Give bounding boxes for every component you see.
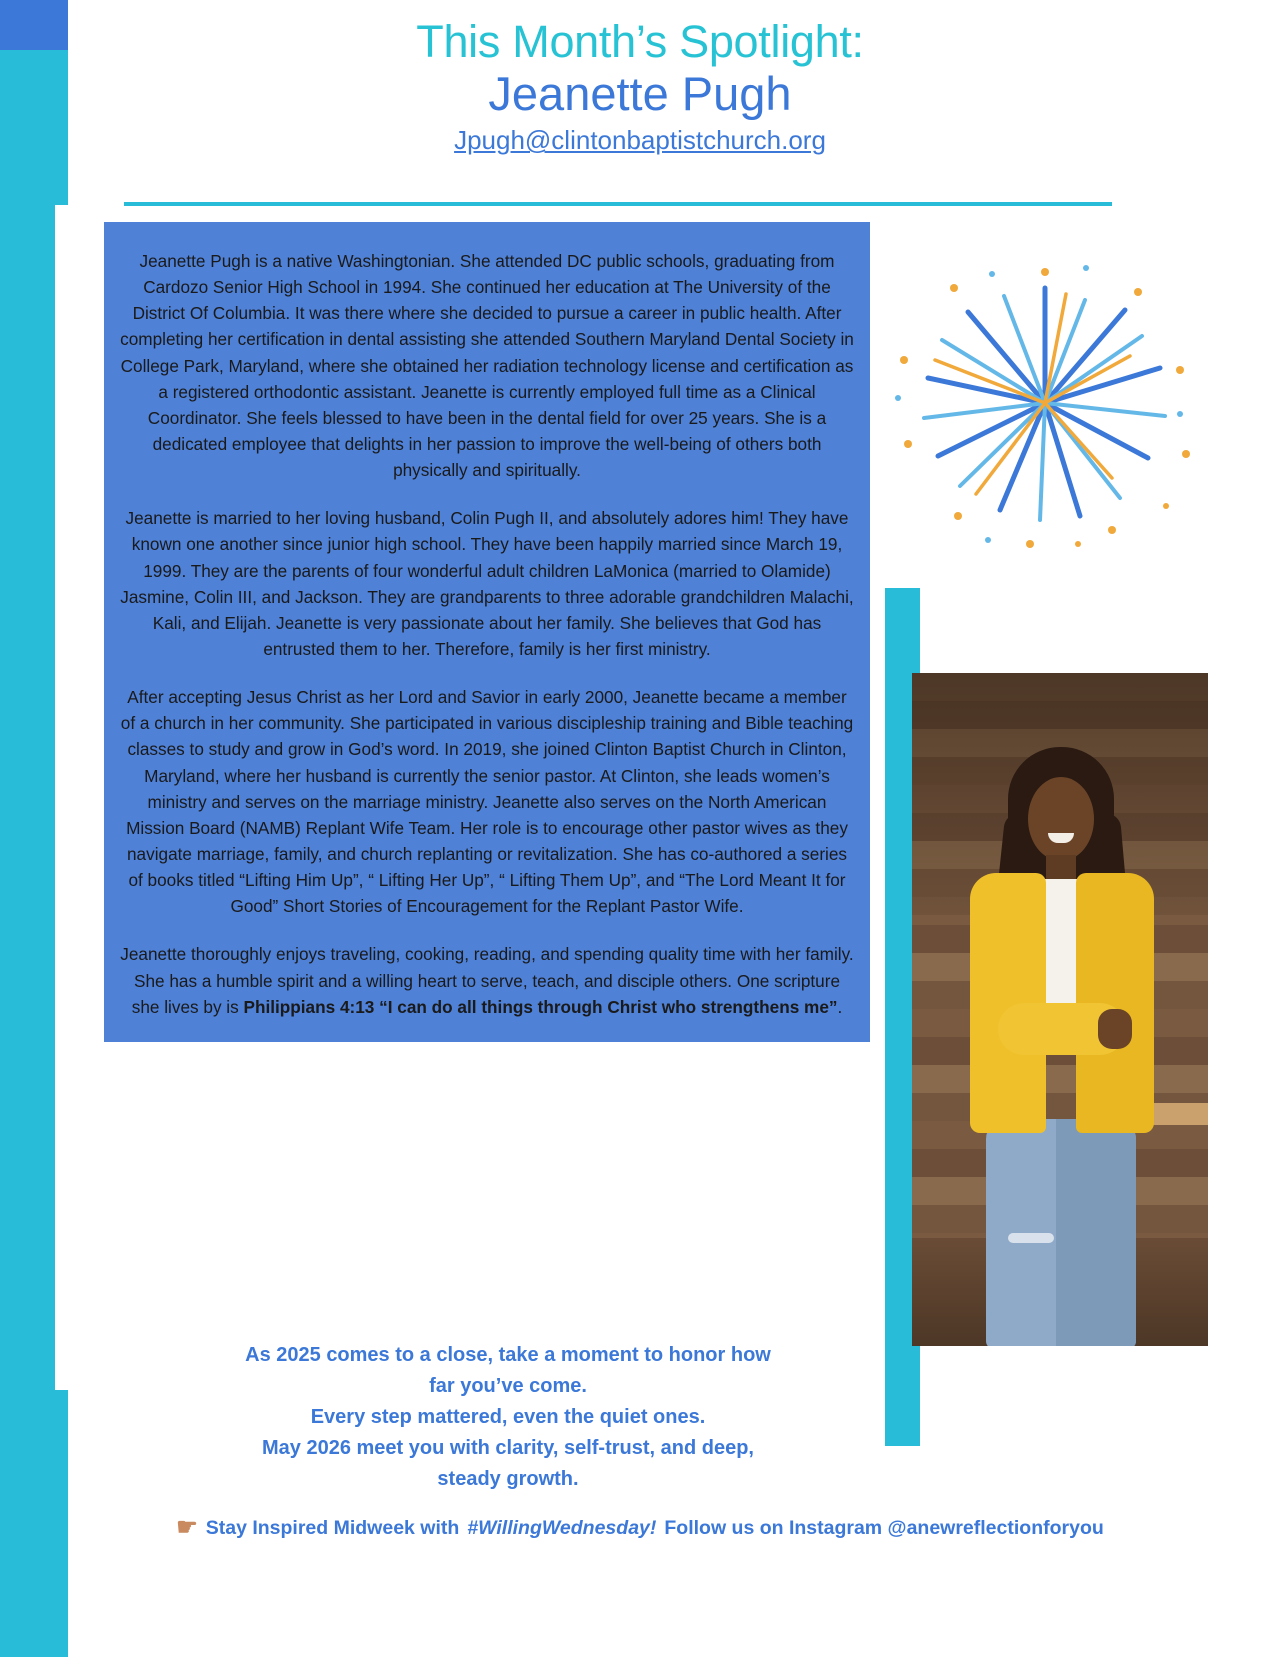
bio-paragraph-1: Jeanette Pugh is a native Washingtonian. She attended DC public schools, graduating from Cardozo Senior High School in 1994. She continued her education at The University of the District Of Columbia. It was there where she decided to pursue a career in public health. After completing her certification in dental assisting she attended Southern Maryland Dental Society in College Park, Maryland, where she obtained her radiation technology license and certification as a registered orthodontic assistant. Jeanette is currently employed full time as a Clinical Coordinator. She feels blessed to have been in the dental field for over 25 years. She is a dedicated employee that delights in her passion to improve the well-being of others both physically and spiritually. <box>120 251 854 481</box>
decor-bar-left-inner <box>55 205 68 1390</box>
bio-paragraph-4 <box>118 941 856 1019</box>
footer-line-1: As 2025 comes to a close, take a moment to honor how <box>245 1344 771 1366</box>
footer-line-3: Every step mattered, even the quiet ones. <box>310 1406 706 1428</box>
footer-message <box>68 1340 948 1495</box>
bio-paragraph-4-end: . <box>837 996 843 1017</box>
biography-panel <box>104 222 870 1042</box>
page-header <box>68 18 1212 156</box>
pointing-hand-icon: ☛ <box>176 1514 198 1541</box>
spotlight-email-link[interactable]: Jpugh@clintonbaptistchurch.org <box>454 125 826 156</box>
bio-paragraph-2: Jeanette is married to her loving husband, Colin Pugh II, and absolutely adores him! They have known one another since junior high school. They have been happily married since March 19, 1999. They are the parents of four wonderful adult children LaMonica (married to Olamide) Jasmine, Colin III, and Jackson. They are grandparents to three adorable grandchildren Malachi, Kali, and Elijah. Jeanette is very passionate about her family. She believes that God has entrusted them to her. Therefore, family is her first ministry. <box>120 508 854 659</box>
photo-jeans-rip <box>1008 1233 1054 1243</box>
footer-line-4: May 2026 meet you with clarity, self-trust, and deep, <box>261 1437 754 1459</box>
footer-line-2: far you’ve come. <box>429 1375 587 1397</box>
bio-paragraph-3: After accepting Jesus Christ as her Lord and Savior in early 2000, Jeanette became a member of a church in her community. She participated in various discipleship training and Bible teaching classes to study and grow in God’s word. In 2019, she joined Clinton Baptist Church in Clinton, Maryland, where her husband is currently the senior pastor. At Clinton, she leads women’s ministry and serves on the marriage ministry. Jeanette also serves on the North American Mission Board (NAMB) Replant Wife Team. Her role is to encourage other pastor wives as they navigate marriage, family, and church replanting or revitalization. She has co-authored a series of books titled “Lifting Him Up”, “ Lifting Her Up”, “ Lifting Them Up”, and “The Lord Meant It for Good” Short Stories of Encouragement for the Replant Pastor Wife. <box>120 687 854 917</box>
photo-face <box>1028 777 1094 861</box>
decor-bar-top-left <box>0 0 68 50</box>
spotlight-photo <box>912 673 1208 1346</box>
header-divider <box>124 202 1112 206</box>
spotlight-title: This Month’s Spotlight: <box>416 16 864 67</box>
photo-jeans-shadow <box>1056 1119 1136 1346</box>
firework-icon <box>880 248 1210 568</box>
bio-scripture: Philippians 4:13 “I can do all things through Christ who strengthens me” <box>243 996 838 1017</box>
spotlight-name: Jeanette Pugh <box>488 66 792 120</box>
cta-text-before: Stay Inspired Midweek with <box>205 1516 460 1539</box>
footer-line-5: steady growth. <box>437 1468 579 1490</box>
cta-hashtag: #WillingWednesday! <box>467 1516 657 1539</box>
footer-divider <box>55 1318 885 1332</box>
cta-text-after: Follow us on Instagram @anewreflectionforyou <box>664 1516 1104 1539</box>
photo-hand <box>1098 1009 1132 1049</box>
footer-cta <box>68 1508 1212 1548</box>
bio-paragraph-4-lead: Jeanette thoroughly enjoys traveling, cooking, reading, and spending quality time with her family. She has a humble spirit and a willing heart to serve, teach, and disciple others. One scripture she lives by is <box>120 944 854 1017</box>
